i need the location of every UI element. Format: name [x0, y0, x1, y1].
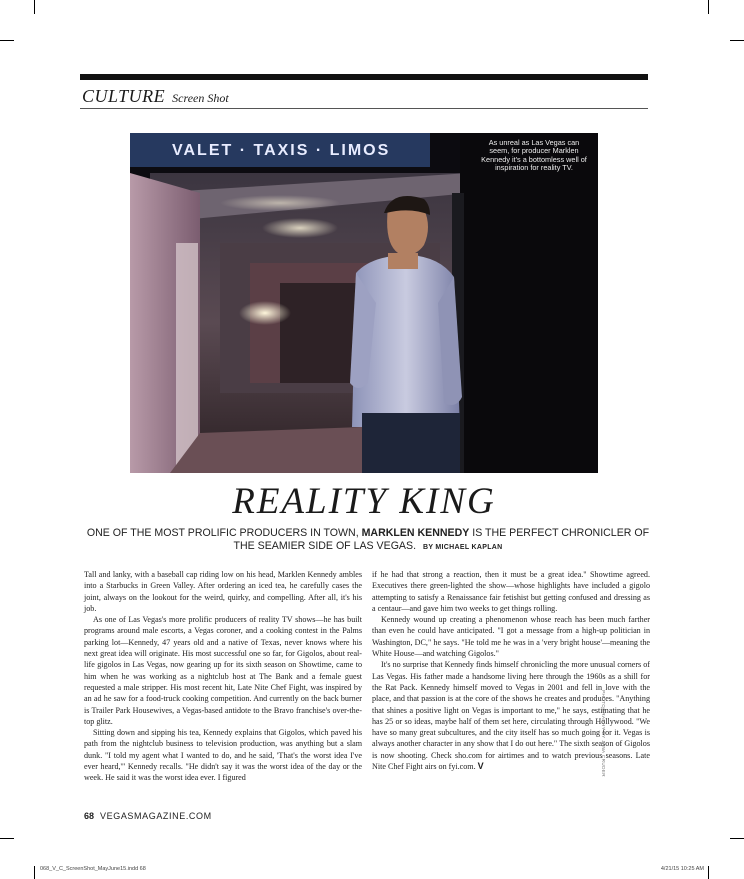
section-name: CULTURE — [82, 86, 166, 106]
end-mark: V — [477, 761, 484, 772]
page-number: 68 — [84, 811, 95, 821]
header-rule — [80, 108, 648, 109]
crop-mark — [0, 40, 14, 41]
paragraph: if he had that strong a reaction, then it must be a great idea." Showtime agreed. Executives there green-lighted the show—whose highlights have included a gigolo attempting to satisfy a Renaissance fair fetishist but getting confused and dressing as a centaur—and gave him two weeks to get things rolling. — [372, 570, 650, 613]
deck-text-1: ONE OF THE MOST PROLIFIC PRODUCERS IN TOWN, — [86, 527, 359, 539]
article-column-1 — [84, 569, 362, 784]
crop-mark — [708, 0, 709, 14]
paragraph: As one of Las Vegas's more prolific producers of reality TV shows—he has built programs around male escorts, a Vegas coroner, and a cooking contest in the Palms parking lot—Kennedy, 47 years old and a native of Texas, never knows where his next great idea will originate. His most successful one so far, for Gigolos, about real-life gigolos in Las Vegas, now gearing up for its sixth season on Showtime, came to him when he was working as a nightclub host at The Bank and a female guest requested a male stripper. His most recent hit, Late Nite Chef Fight, was inspired by an ad he saw for a food-truck cooking competition. And currently on the back burner is Trailer Park Housewives, a Vegas-based antidote to the Bravo franchise's over-the-top glitz. — [84, 615, 362, 726]
paragraph: Kennedy wound up creating a phenomenon whose reach has been much farther than even he could have anticipated. "I got a message from a high-up politician in Washington, DC," he says. "He told me he was in a 'very bright house'—meaning the White House—and watching Gigolos." — [372, 615, 650, 659]
crop-mark — [730, 40, 744, 41]
website: VEGASMAGAZINE.COM — [100, 811, 212, 821]
paragraph: Sitting down and sipping his tea, Kennedy explains that Gigolos, which paved his path from the nightclub business to television production, was anything but a slam dunk. "I told my agent what I wanted to do, and he said, 'That's the worst idea I've ever heard,'" Kennedy recalls. "He didn't say it was the worst idea of the day or the week. He said it was the worst idea ever. I figured — [84, 728, 362, 783]
crop-mark — [730, 838, 744, 839]
photo-caption: As unreal as Las Vegas can seem, for producer Marklen Kennedy it's a bottomless well of inspiration for reality TV. — [481, 138, 587, 173]
section-subname: Screen Shot — [172, 91, 229, 105]
crop-mark — [34, 0, 35, 14]
paragraph: Tall and lanky, with a baseball cap riding low on his head, Marklen Kennedy ambles into a Starbucks in Green Valley. After ordering an iced tea, he carefully cases the joint, always on the lookout for the weird, quirky, and compelling. After all, it's his job. — [84, 570, 362, 613]
hero-photo — [130, 133, 598, 473]
crop-mark — [0, 838, 14, 839]
crop-mark — [34, 866, 35, 879]
deck-subject-name: MARKLEN KENNEDY — [361, 527, 470, 539]
photo-credit: PHOTOGRAPHY BY JANA CRUDER — [601, 690, 606, 777]
slug-file: 068_V_C_ScreenShot_MayJune15.indd 68 — [40, 866, 146, 872]
paragraph — [372, 659, 650, 772]
crop-mark — [708, 866, 709, 879]
article-title: REALITY KING — [232, 481, 496, 522]
valet-sign-text: VALET · TAXIS · LIMOS — [172, 142, 391, 159]
article-column-2 — [372, 569, 650, 772]
folio — [84, 811, 212, 821]
paragraph-text: It's no surprise that Kennedy finds himself chronicling the more unusual corners of Las Vegas. His father made a handsome living here through the 1960s as a shill for the Rat Pack. Kennedy himself moved to Vegas in 2001 and fell in love with the place, and that passion is at the core of the shows he creates and produces. "Anything that shines a positive light on Vegas is important to me," he says, estimating that he has 25 or so ideas, maybe half of them set here, circulating through Hollywood. "We have so many great subcultures, and the city itself has so much going for it. Vegas is always another character in any show that I do out here." The sixth season of Gigolos is now shooting. Check sho.com for airtimes and to watch previous seasons. Late Nite Chef Fight airs on fyi.com. — [372, 660, 650, 772]
hero-photo-art — [130, 133, 598, 473]
article-deck — [86, 527, 650, 554]
byline: BY MICHAEL KAPLAN — [422, 544, 503, 551]
slug-date: 4/21/15 10:25 AM — [660, 866, 704, 872]
section-top-bar — [80, 74, 648, 80]
deck-text-2: IS THE PERFECT CHRONICLER OF THE SEAMIER SIDE OF LAS VEGAS. — [233, 527, 650, 552]
section-header — [82, 86, 648, 108]
